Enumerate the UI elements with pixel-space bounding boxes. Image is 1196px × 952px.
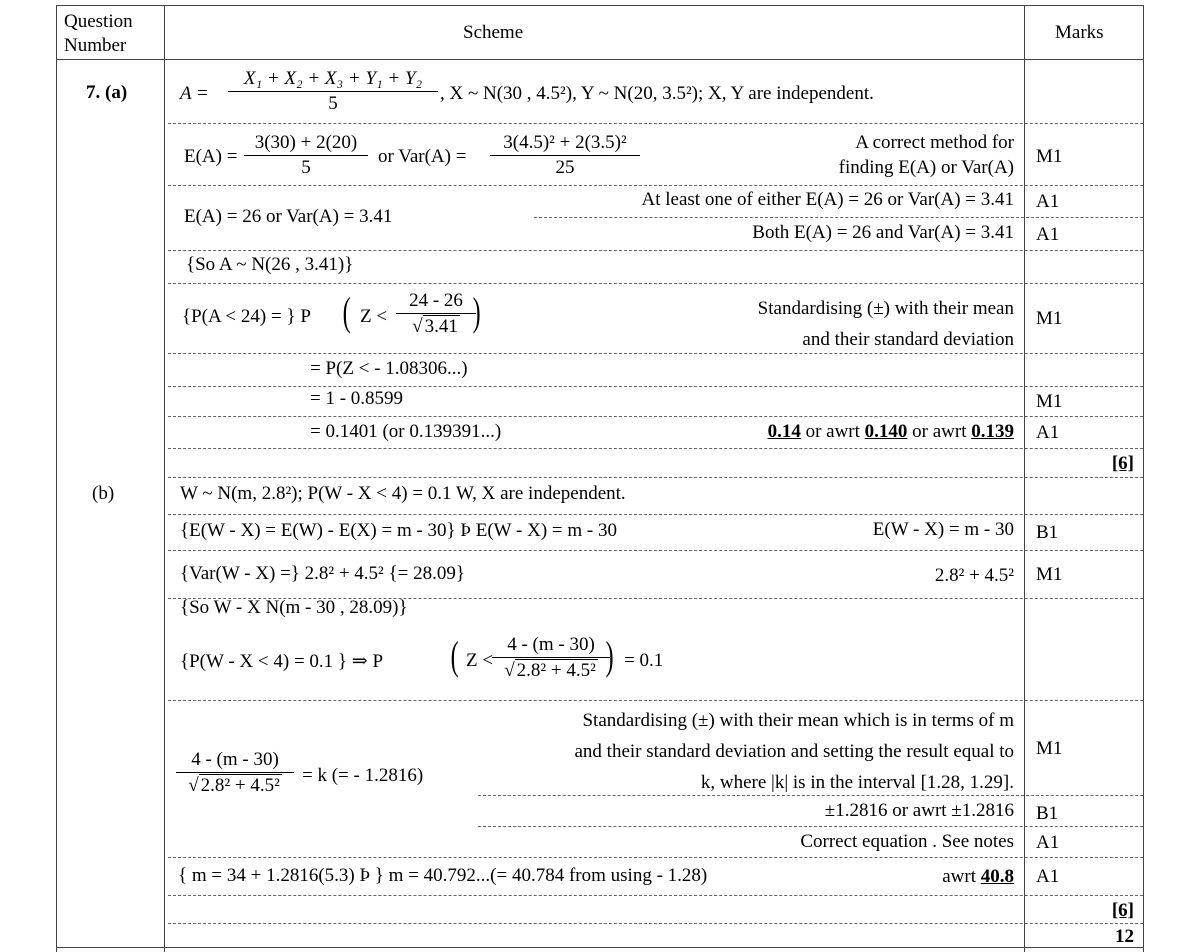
mark-b2: M1 <box>1036 564 1063 585</box>
p-fraction-b <box>492 634 610 682</box>
def-A-numerator: X₁ + X₂ + X₃ + Y₁ + Y₂ <box>243 68 423 89</box>
mark-a4: M1 <box>1036 308 1063 329</box>
note-at-least-one: At least one of either E(A) = 26 or Var(A) = 3.41 <box>641 189 1014 210</box>
note-method-l1: A correct method for <box>855 132 1014 153</box>
line-one-minus: = 1 - 0.8599 <box>310 388 404 409</box>
p-denominator-a: 3.41 <box>424 316 458 337</box>
line-z: = P(Z < - 1.08306...) <box>310 358 468 379</box>
p-z-b: Z < <box>466 650 494 671</box>
answer-or2: or awrt <box>912 421 967 442</box>
mark-b1: B1 <box>1036 522 1059 543</box>
part-a-label: 7. (a) <box>86 82 128 103</box>
note-method <box>839 130 1014 180</box>
note-std-b-l3: k, where |k| is in the interval [1.28, 1.29]. <box>700 772 1014 793</box>
p-numerator-a: 24 - 26 <box>409 290 463 311</box>
mark-a6: A1 <box>1036 422 1060 443</box>
note-standardising-b <box>574 705 1014 798</box>
def-A-fraction <box>228 68 438 115</box>
final-awrt: awrt <box>942 866 976 887</box>
def-A <box>180 83 209 105</box>
def-A-denominator: 5 <box>328 93 338 114</box>
mark-a3: A1 <box>1036 224 1060 245</box>
part-b-label: (b) <box>92 483 115 504</box>
header-q-line1: Question <box>64 11 133 32</box>
mark-b6: A1 <box>1036 866 1060 887</box>
total-b: [6] <box>1111 900 1134 921</box>
ew-line: {E(W - X) = E(W) - E(X) = m - 30} Þ E(W - X) = m - 30 <box>180 520 617 541</box>
mark-b4: B1 <box>1036 803 1059 824</box>
def-W: W ~ N(m, 2.8²); P(W - X < 4) = 0.1 W, X are independent. <box>180 483 626 504</box>
std-denominator-b-wrap: √ 2.8² + 4.5² <box>188 775 280 796</box>
mark-b5: A1 <box>1036 832 1060 853</box>
so-W: {So W - X N(m - 30 , 28.09)} <box>180 597 408 618</box>
column-divider-2 <box>1024 5 1025 952</box>
note-correct-eq: Correct equation . See notes <box>800 831 1014 852</box>
std-rhs-b: = k (= - 1.2816) <box>302 765 424 786</box>
def-A-text: A = <box>180 83 209 104</box>
answer-a: 0.14 <box>767 421 801 442</box>
header-q-line2: Number <box>64 35 127 56</box>
table-border-left <box>56 5 57 952</box>
answer-b: 0.140 <box>864 421 908 442</box>
answer-accept <box>768 421 1014 443</box>
note-standardising-a <box>758 293 1014 355</box>
so-A: {So A ~ N(26 , 3.41)} <box>186 254 354 275</box>
p-numerator-b: 4 - (m - 30) <box>507 634 595 655</box>
header-question-number <box>64 10 133 58</box>
mark-a2: A1 <box>1036 191 1060 212</box>
va-numerator: 3(4.5)² + 2(3.5)² <box>503 132 627 153</box>
note-pm: ±1.2816 or awrt ±1.2816 <box>824 800 1014 821</box>
header-scheme: Scheme <box>463 22 524 43</box>
answer-c: 0.139 <box>971 421 1014 442</box>
p-z-a: Z < <box>360 306 388 327</box>
note-ew: E(W - X) = m - 30 <box>872 519 1014 540</box>
def-A-rest: , X ~ N(30 , 4.5²), Y ~ N(20, 3.5²); X, Y are independent. <box>440 83 874 104</box>
ea-fraction <box>244 132 368 179</box>
header-divider <box>56 59 1144 60</box>
p-rhs-b: = 0.1 <box>624 650 664 671</box>
mark-a5: M1 <box>1036 391 1063 412</box>
p-lhs-a: {P(A < 24) = } P <box>182 306 311 327</box>
table-border-top <box>56 5 1144 6</box>
ea-denominator: 5 <box>301 157 311 178</box>
va-fraction <box>490 132 640 179</box>
note-var: 2.8² + 4.5² <box>934 565 1014 586</box>
ea-or: or Var(A) = <box>378 146 467 167</box>
mark-a1: M1 <box>1036 146 1063 167</box>
table-border-bottom <box>56 947 1144 948</box>
std-fraction-b <box>176 749 294 797</box>
total-a: [6] <box>1111 453 1134 474</box>
var-line: {Var(W - X) =} 2.8² + 4.5² {= 28.09} <box>180 563 465 584</box>
p-denominator-b-wrap: √ 2.8² + 4.5² <box>504 660 596 681</box>
note-std-b-l2: and their standard deviation and setting the result equal to <box>574 741 1014 762</box>
mark-b3: M1 <box>1036 738 1063 759</box>
column-divider-1 <box>164 5 165 952</box>
header-marks: Marks <box>1055 22 1104 43</box>
result-ea-va: E(A) = 26 or Var(A) = 3.41 <box>184 206 393 227</box>
ea-numerator: 3(30) + 2(20) <box>254 132 358 153</box>
std-denominator-b: 2.8² + 4.5² <box>200 775 280 796</box>
note-std-a-l1: Standardising (±) with their mean <box>757 298 1014 319</box>
note-std-a-l2: and their standard deviation <box>802 329 1014 350</box>
note-std-b-l1: Standardising (±) with their mean which is in terms of m <box>582 710 1014 731</box>
p-denominator-a-wrap: √ 3.41 <box>412 316 458 337</box>
answer-or1: or awrt <box>805 421 860 442</box>
final-line: { m = 34 + 1.2816(5.3) Þ } m = 40.792...(= 40.784 from using - 1.28) <box>178 865 708 886</box>
va-denominator: 25 <box>555 157 575 178</box>
p-fraction-a <box>396 290 476 338</box>
grand-total: 12 <box>1115 926 1134 947</box>
note-both: Both E(A) = 26 and Var(A) = 3.41 <box>752 222 1014 243</box>
line-answer: = 0.1401 (or 0.139391...) <box>310 421 502 442</box>
p-denominator-b: 2.8² + 4.5² <box>516 660 596 681</box>
table-border-right <box>1143 5 1144 952</box>
final-accept <box>942 866 1014 888</box>
ea-lhs: E(A) = <box>184 146 238 167</box>
std-numerator-b: 4 - (m - 30) <box>191 749 279 770</box>
p-lhs-b: {P(W - X < 4) = 0.1 } ⇒ P <box>180 651 384 672</box>
final-answer: 40.8 <box>980 866 1014 887</box>
note-method-l2: finding E(A) or Var(A) <box>838 157 1014 178</box>
